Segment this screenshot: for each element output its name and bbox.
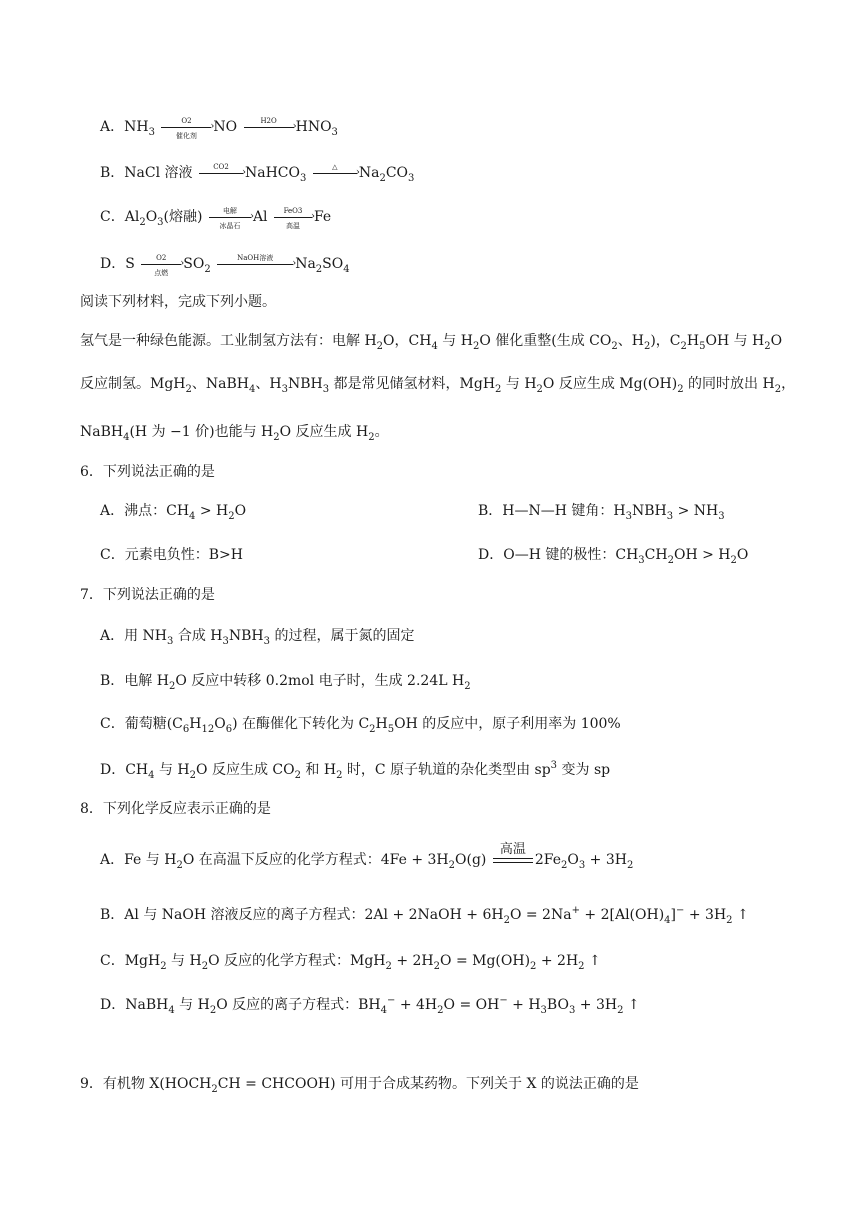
reaction-arrow: O2 › 催化剂	[161, 126, 211, 128]
reaction-arrow: CO2 ›	[199, 172, 243, 174]
q6-options-row-1	[100, 501, 840, 523]
reaction-equals-sign: 高温	[493, 858, 533, 863]
reading-line-2: 反应制氢。MgH$_2$、NaBH$_4$、$H_3NBH_3$ 都是常见储氢材料，MgH$_2$ 与 $H_2O$ 反应生成 $Mg(OH)_2$ 的同时放出 $H_2$，	[80, 376, 796, 395]
q5-option-d: D．S O2 › 点燃 $SO_2$ NaOH溶液 › $Na_2SO_4$	[100, 254, 350, 277]
q6-option-b: B．H—N—H 键角：$H_3NBH_3 > NH_3$	[478, 503, 725, 522]
reading-line-3: NaBH$_4$(H 为 −1 价)也能与 $H_2O$ 反应生成 $H_2$。	[80, 424, 389, 443]
q7-option-d: D．$CH_4$ 与 $H_2O$ 反应生成 $CO_2$ 和 $H_2$ 时，C 原子轨道的杂化类型由 $sp^3$ 变为 sp	[100, 760, 611, 781]
q5-option-c: C．$Al_2O_3$(熔融) 电解 › 冰晶石 Al FeO3 › 高温 Fe	[100, 207, 332, 230]
q6-stem: 6．下列说法正确的是	[80, 464, 215, 480]
q5-option-a: A．$NH_3$ O2 › 催化剂 NO H2O › $HNO_3$	[100, 117, 338, 140]
reaction-arrow: FeO3 › 高温	[274, 216, 312, 218]
reaction-arrow: 电解 › 冰晶石	[209, 216, 251, 218]
q7-option-b: B．电解 $H_2O$ 反应中转移 0.2mol 电子时，生成 2.24L $H_2$	[100, 673, 471, 692]
q8-option-d: D．NaBH$_4$ 与 $H_2O$ 反应的离子方程式：$BH_4^- + 4H_2O = OH^- + H_3BO_3 + 3H_2$ ↑	[100, 995, 640, 1016]
q8-option-c: C．MgH$_2$ 与 $H_2O$ 反应的化学方程式：$MgH_2 + 2H_2O = Mg(OH)_2 + 2H_2$ ↑	[100, 953, 601, 972]
q6-option-c: C．元素电负性：B>H	[100, 547, 243, 563]
q6-option-a: A．沸点：$CH_4 > H_2O$	[100, 503, 247, 522]
reaction-arrow: O2 › 点燃	[141, 263, 181, 265]
reaction-arrow: △ ›	[313, 172, 357, 174]
q7-option-c: C．葡萄糖$(C_6H_{12}O_6)$ 在酶催化下转化为 $C_2H_5OH$ 的反应中，原子利用率为 100%	[100, 716, 621, 735]
reaction-arrow: NaOH溶液 ›	[217, 263, 293, 265]
q8-stem: 8．下列化学反应表示正确的是	[80, 801, 271, 817]
reading-intro: 阅读下列材料，完成下列小题。	[80, 294, 276, 310]
q8-option-b: B．Al 与 NaOH 溶液反应的离子方程式：2Al + 2NaOH + $6H_2O = 2Na^+ + 2[Al(OH)_4]^- + 3H_2$ ↑	[100, 905, 749, 926]
q7-stem: 7．下列说法正确的是	[80, 587, 215, 603]
q8-option-a: A．Fe 与 $H_2O$ 在高温下反应的化学方程式：$4Fe + 3H_2O(g)$ 高温 $2Fe_2O_3 + 3H_2$	[100, 841, 634, 871]
reading-line-1: 氢气是一种绿色能源。工业制氢方法有：电解 $H_2O$，$CH_4$ 与 $H_2O$ 催化重整(生成 $CO_2$、$H_2$)，$C_2H_5OH$ 与 $H_2O$	[80, 333, 783, 352]
q7-option-a: A．用 $NH_3$ 合成 $H_3NBH_3$ 的过程，属于氮的固定	[100, 628, 415, 647]
q6-option-d: D．O—H 键的极性：$CH_3CH_2OH > H_2O$	[478, 547, 749, 566]
reaction-arrow: H2O ›	[244, 126, 294, 128]
q5-option-b: B．NaCl 溶液 CO2 › NaHCO$_3$ △ › $Na_2CO_3$	[100, 163, 415, 184]
q9-stem: 9．有机物 $X(HOCH_2CH$ = CHCOOH) 可用于合成某药物。下列关于 X 的说法正确的是	[80, 1076, 639, 1095]
q6-options-row-2	[100, 545, 840, 565]
